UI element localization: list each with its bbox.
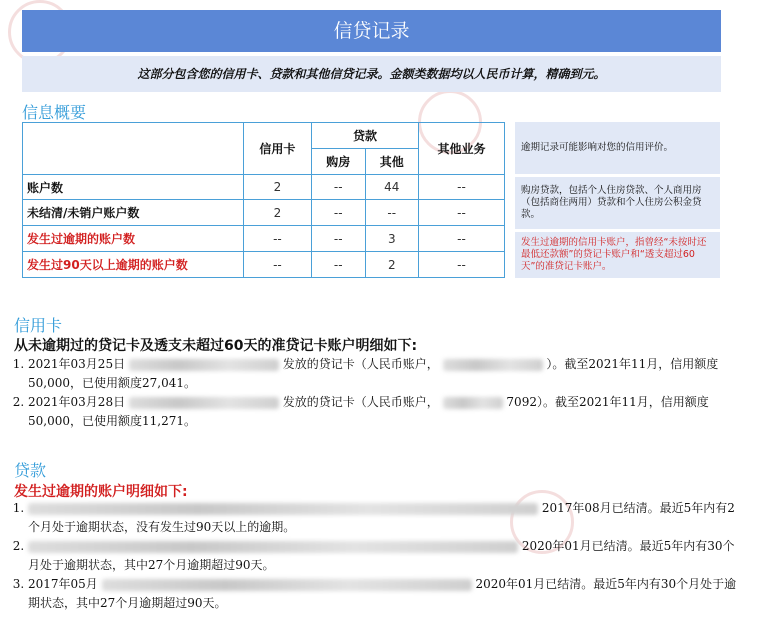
cell-other-business: -- [419,175,505,200]
cell-credit-card: -- [243,226,311,252]
item-text: 2020年01月已结清。最近5年内有30个月处于逾期状态，其中27个月逾期超过90天。 [28,539,735,572]
header-loans: 贷款 [312,123,419,149]
row-label: 发生过逾期的账户数 [23,226,244,252]
item-text: 发放的贷记卡（人民币账户， [282,357,439,371]
note-housing-loan [515,177,720,229]
table-row [23,175,505,200]
list-item [28,499,740,537]
table-row [23,226,505,252]
page-title: 信贷记录 [333,20,410,42]
list-item [28,537,740,575]
table-row [23,200,505,226]
cell-other-business: -- [419,252,505,278]
cell-credit-card: 2 [243,200,311,226]
cell-housing: -- [312,200,365,226]
header-credit-card: 信用卡 [243,123,311,175]
header-blank [23,123,244,175]
section-description [22,56,721,92]
credit-card-title: 信用卡 [14,316,63,335]
cell-other: -- [365,200,419,226]
cell-housing: -- [312,175,365,200]
note-overdue-card [515,232,720,278]
header-housing: 购房 [312,149,365,175]
list-item [28,575,740,613]
cell-housing: -- [312,252,365,278]
item-date: 2021年03月28日 [28,395,126,409]
cell-credit-card: 2 [243,175,311,200]
cell-other: 44 [365,175,419,200]
table-row [23,252,505,278]
redacted-text [443,397,503,409]
redacted-text [129,359,279,371]
cell-credit-card: -- [243,252,311,278]
credit-card-list [14,355,740,431]
note-overdue-impact [515,122,720,174]
page-title-banner [22,10,721,52]
item-date: 2017年05月 [28,577,98,591]
header-other: 其他 [365,149,419,175]
note-text: 发生过逾期的信用卡账户，指曾经“未按时还最低还款额”的贷记卡账户和“透支超过60天”的准贷记卡账户。 [521,237,707,272]
cell-other-business: -- [419,226,505,252]
description-text: 这部分包含您的信用卡、贷款和其他信贷记录。金额类数据均以人民币计算，精确到元。 [137,67,606,81]
item-text: ）。截至2021年11月，信用额度50,000，已使用额度27,041。 [28,357,719,390]
item-text: 2017年08月已结清。最近5年内有2个月处于逾期状态，没有发生过90天以上的逾期。 [28,501,735,534]
row-label: 账户数 [23,175,244,200]
note-text: 购房贷款，包括个人住房贷款、个人商用房（包括商住两用）贷款和个人住房公积金贷款。 [521,185,702,220]
item-text: 发放的贷记卡（人民币账户， [282,395,439,409]
loan-list [14,499,740,613]
loan-title: 贷款 [14,461,47,480]
redacted-text [129,397,279,409]
header-other-business: 其他业务 [419,123,505,175]
overview-table [22,122,505,278]
cell-other: 3 [365,226,419,252]
row-label: 未结清/未销户账户数 [23,200,244,226]
cell-other-business: -- [419,200,505,226]
redacted-text [443,359,543,371]
row-label: 发生过90天以上逾期的账户数 [23,252,244,278]
list-item [28,355,740,393]
redacted-text [28,541,518,553]
note-text: 逾期记录可能影响对您的信用评价。 [521,142,674,153]
item-text: 7092）。截至2021年11月，信用额度50,000，已使用额度11,271。 [28,395,709,428]
overview-title: 信息概要 [22,103,87,122]
item-text: 2020年01月已结清。最近5年内有30个月处于逾期状态，其中27个月逾期超过90天。 [28,577,737,610]
loan-heading: 发生过逾期的账户明细如下: [14,484,188,500]
redacted-text [28,503,538,515]
list-item [28,393,740,431]
item-date: 2021年03月25日 [28,357,126,371]
cell-other: 2 [365,252,419,278]
cell-housing: -- [312,226,365,252]
credit-card-heading: 从未逾期过的贷记卡及透支未超过60天的准贷记卡账户明细如下: [14,338,418,354]
redacted-text [102,579,472,591]
